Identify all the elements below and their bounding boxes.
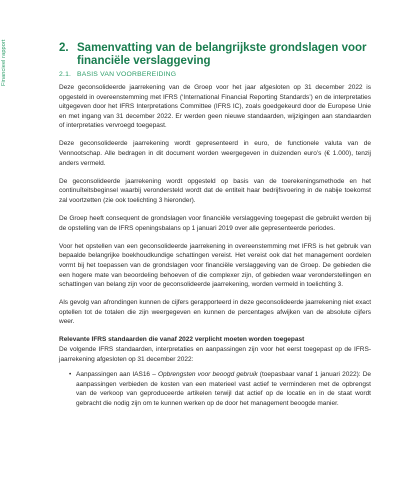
relevant-standards-heading: Relevante IFRS standaarden die vanaf 2022 verplicht moeten worden toegepast — [59, 336, 305, 344]
list-item-text — [76, 370, 371, 408]
list-item-prefix: Aanpassingen aan IAS16 – — [76, 371, 158, 379]
section-title: Samenvatting van de belangrijkste grondslagen voor financiële verslaggeving — [77, 42, 367, 67]
list-item — [59, 370, 371, 408]
subsection-number: 2.1. — [59, 71, 72, 78]
subsection-heading — [59, 71, 371, 78]
paragraph-ifrs-basis: Deze geconsolideerde jaarrekening van de Groep voor het jaar afgesloten op 31 december 2022 is opgesteld in overeenstemming met IFRS (‘International Financial Reporting Standards’) en de interpretaties uitgegeven door het IFRS Interpretations Committee (IFRS IC), zoals goedgekeurd door de Europese Unie en met ingang van 31 december 2022. Er werden geen nieuwe standaarden, wijzigingen aan standaarden of interpretaties vervroegd toegepast. — [59, 84, 371, 130]
section-heading — [59, 42, 371, 68]
document-content — [59, 42, 371, 409]
side-section-label: Financieel rapport — [1, 39, 7, 86]
body-text — [59, 83, 371, 409]
list-item-body: (toepasbaar vanaf 1 januari 2022): De aanpassingen verbieden de kosten van een materieel vast actief te verminderen met de opbrengst van de verkoop van geproduceerde artikelen terwijl dat actief op de locatie en in de staat wordt gebracht die nodig zijn om te kunnen werken op de door het management beoogde manier. — [76, 371, 372, 408]
paragraph-rounding: Als gevolg van afrondingen kunnen de cijfers gerapporteerd in deze geconsolideerde jaarrekening niet exact optellen tot de totalen die zijn weergegeven en kunnen de percentages afwijken van de absolute cijfers weer. — [59, 299, 371, 326]
paragraph-estimates: Voor het opstellen van een geconsolideerde jaarrekening in overeenstemming met IFRS is het gebruik van bepaalde belangrijke boekhoudkundige schattingen vereist. Het vereist ook dat het management oordelen vormt bij het toepassen van de grondslagen voor financiële verslaggeving van de Groep. De gebieden die een hogere mate van beoordeling behoeven of die complexer zijn, of gebieden waar veronderstellingen en schattingen van belang zijn voor de geconsolideerde jaarrekening, worden vermeld in toelichting 3. — [59, 242, 371, 289]
standards-list — [59, 370, 371, 408]
list-item-italic-title: Opbrengsten voor beoogd gebruik — [157, 371, 258, 379]
paragraph-consistency: De Groep heeft consequent de grondslagen voor financiële verslaggeving toegepast die gebruikt werden bij de opstelling van de IFRS openingsbalans op 1 januari 2019 over alle gepresenteerde periodes. — [59, 215, 371, 232]
relevant-standards-intro: De volgende IFRS standaarden, interpretaties en aanpassingen zijn voor het eerst toegepast op de IFRS-jaarrekening afgesloten op 31 december 2022: — [59, 346, 371, 363]
bullet-icon: • — [69, 371, 72, 379]
paragraph-currency: Deze geconsolideerde jaarrekening wordt gepresenteerd in euro, de functionele valuta van de Vennootschap. Alle bedragen in dit document worden weergegeven in duizenden euro’s (€ 1.000), tenzij anders vermeld. — [59, 140, 371, 167]
paragraph-going-concern: De geconsolideerde jaarrekening wordt opgesteld op basis van de toerekeningsmethode en het continuïteitsbeginsel waarbij verondersteld wordt dat de entiteit haar bedrijfsvoering in de nabije toekomst zal voortzetten (zie ook toelichting 3 hieronder). — [59, 177, 371, 204]
section-number: 2. — [59, 42, 69, 54]
subsection-title: BASIS VAN VOORBEREIDING — [77, 71, 177, 78]
